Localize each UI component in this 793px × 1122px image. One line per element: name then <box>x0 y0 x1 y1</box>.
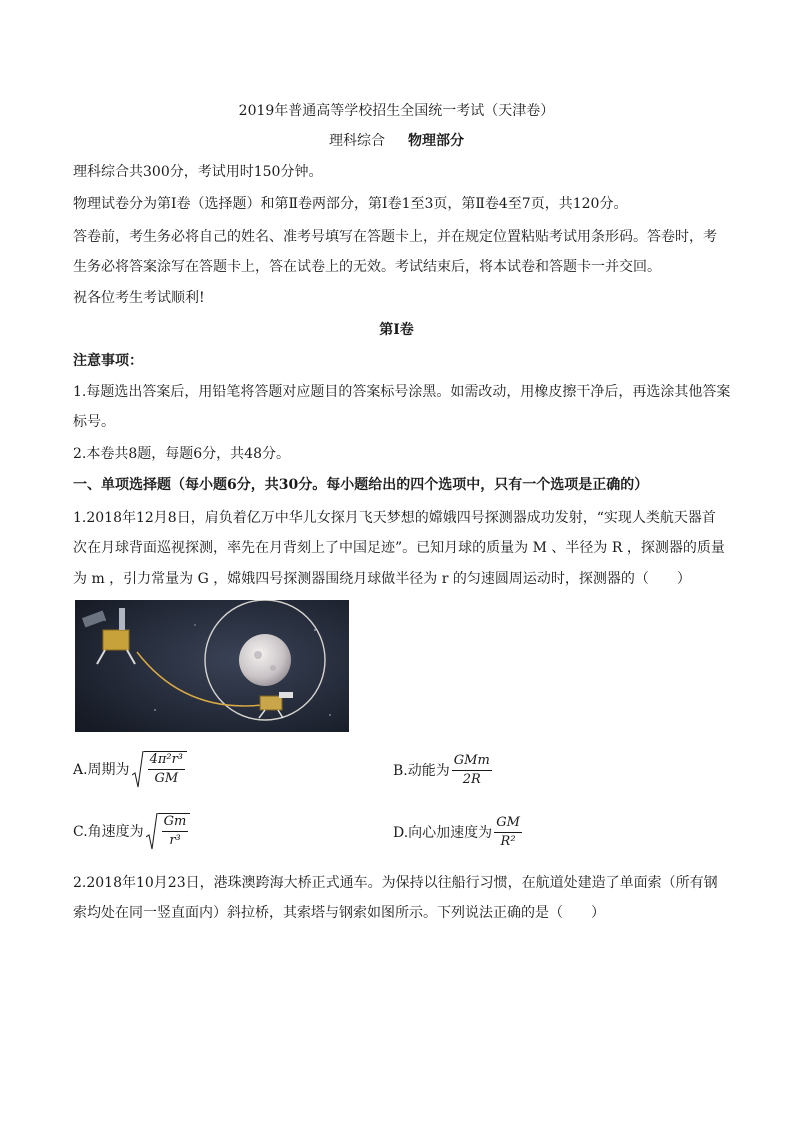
sqrt-symbol <box>132 751 187 789</box>
option-d-denominator: R² <box>500 834 516 849</box>
note-1-line-2: 标号。 <box>73 414 115 430</box>
exam-title: 2019年普通高等学校招生全国统一考试（天津卷） <box>238 103 555 119</box>
note-1-line-1: 1.每题选出答案后，用铅笔将答题对应题目的答案标号涂黑。如需改动，用橡皮擦干净后，再选涂其他答案 <box>73 384 731 400</box>
intro-line-4: 生务必将答案涂写在答题卡上，答在试卷上的无效。考试结束后，将本试卷和答题卡一并交回。 <box>73 259 661 275</box>
q1-line-1: 1.2018年12月8日，肩负着亿万中华儿女探月飞天梦想的嫦娥四号探测器成功发射，“实现人类航天器首 <box>73 510 716 526</box>
intro-line-2: 物理试卷分为第Ⅰ卷（选择题）和第Ⅱ卷两部分，第Ⅰ卷1至3页，第Ⅱ卷4至7页，共120分。 <box>73 196 628 212</box>
option-a-denominator: GM <box>154 771 179 786</box>
probe-orbit-illustration <box>75 600 349 732</box>
q1-line-3: 为 m ，引力常量为 G ，嫦娥四号探测器围绕月球做半径为 r 的匀速圆周运动时，探测器的（ ） <box>73 571 691 587</box>
option-b-numerator: GMm <box>452 753 492 771</box>
option-c-denominator: r³ <box>169 833 181 848</box>
notes-heading: 注意事项： <box>73 353 143 369</box>
intro-line-1: 理科综合共300分，考试用时150分钟。 <box>73 164 323 180</box>
subtitle-subject: 理科综合 <box>329 133 386 149</box>
moon-icon <box>239 634 291 686</box>
option-d-numerator: GM <box>494 815 522 833</box>
option-b-label: B.动能为 <box>393 762 450 779</box>
q2-line-1: 2.2018年10月23日，港珠澳跨海大桥正式通车。为保持以往船行习惯，在航道处建造了单面索（所有钢 <box>73 875 718 891</box>
option-d-label: D.向心加速度为 <box>393 824 493 841</box>
part1-heading: 一、单项选择题（每小题6分，共30分。每小题给出的四个选项中，只有一个选项是正确的） <box>73 477 649 493</box>
option-c-label: C.角速度为 <box>73 824 144 840</box>
section-title: 第Ⅰ卷 <box>379 322 414 338</box>
q2-line-2: 索均处在同一竖直面内）斜拉桥，其索塔与钢索如图所示。下列说法正确的是（ ） <box>73 905 605 921</box>
option-b-denominator: 2R <box>462 772 481 787</box>
option-c-numerator: Gm <box>162 814 189 832</box>
q1-line-2: 次在月球背面巡视探测，率先在月背刻上了中国足迹”。已知月球的质量为 M 、半径为 R ，探测器的质量 <box>73 540 725 556</box>
option-a-label: A.周期为 <box>73 762 130 778</box>
intro-line-3: 答卷前，考生务必将自己的姓名、准考号填写在答题卡上，并在规定位置粘贴考试用条形码。答卷时，考 <box>73 229 717 245</box>
option-a-formula <box>148 752 185 789</box>
subtitle-part: 物理部分 <box>407 133 464 149</box>
option-c-formula <box>162 814 189 851</box>
option-b-formula <box>452 753 492 788</box>
option-d-formula <box>494 815 522 850</box>
sqrt-symbol <box>146 813 191 851</box>
option-a <box>73 751 187 789</box>
exam-subtitle <box>0 131 793 151</box>
option-a-numerator: 4π²r³ <box>148 752 185 770</box>
note-2: 2.本卷共8题，每题6分，共48分。 <box>73 446 290 462</box>
option-b <box>393 753 492 788</box>
lunar-probe-figure <box>75 600 349 732</box>
intro-line-5: 祝各位考生考试顺利! <box>73 290 205 306</box>
option-c <box>73 813 190 851</box>
option-d <box>393 815 522 850</box>
